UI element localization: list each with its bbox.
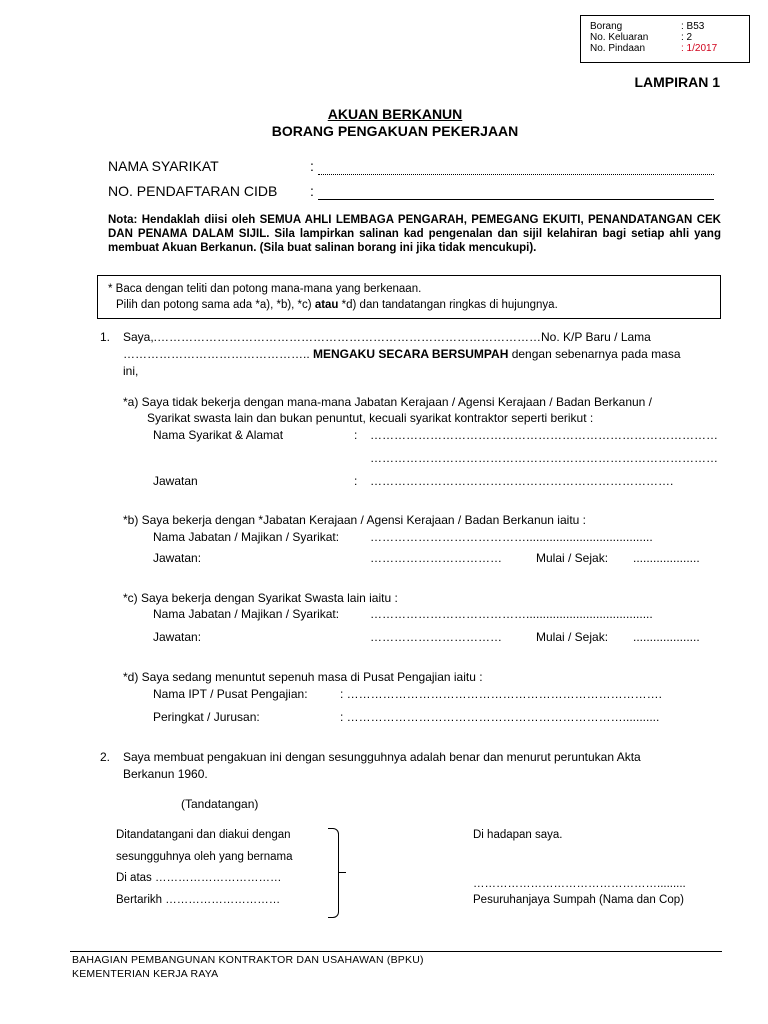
option-c-mulai-field[interactable]: .................... <box>633 630 700 644</box>
nota-text: Nota: Hendaklah diisi oleh SEMUA AHLI LEMBAGA PENGARAH, PEMEGANG EKUITI, PENANDATANGAN CEK DAN PENAMA DALAM SIJIL. Sila lampirkan salinan kad pengenalan dan sijil kelahiran bagi setiap ahli yang membuat Akuan Berkanun. (Sila buat salinan borang ini jika tidak mencukupi). <box>108 214 721 254</box>
nama-syarikat-field[interactable] <box>318 160 714 175</box>
option-d-line-1: *d) Saya sedang menuntut sepenuh masa di Pusat Pengajian iaitu : <box>123 670 483 684</box>
section-2-number: 2. <box>100 750 111 764</box>
option-b-nama-field[interactable]: …………………………………...................................... <box>370 530 653 544</box>
instruction-box <box>97 275 721 319</box>
sign-left-line-2: sesungguhnya oleh yang bernama <box>116 851 293 863</box>
instruction-line-2 <box>108 297 720 313</box>
bracket <box>328 828 339 918</box>
option-c-mulai-label: Mulai / Sejak: <box>536 630 609 644</box>
option-d-ipt-label: Nama IPT / Pusat Pengajian: <box>153 687 308 701</box>
option-a-nama-label: Nama Syarikat & Alamat <box>153 428 284 442</box>
tandatangan-label[interactable]: (Tandatangan) <box>181 797 259 811</box>
meta-row-pindaan <box>590 43 749 54</box>
section-1-line-3: ini, <box>123 364 139 378</box>
option-c-jawatan-label: Jawatan: <box>153 630 202 644</box>
option-b-line-1: *b) Saya bekerja dengan *Jabatan Kerajaan / Agensi Kerajaan / Badan Berkanun iaitu : <box>123 513 586 527</box>
section-2-line-1: Saya membuat pengakuan ini dengan sesungguhnya adalah benar dan menurut peruntukan Akta <box>123 750 641 764</box>
colon: : <box>310 183 314 199</box>
option-d-peringkat-label: Peringkat / Jurusan: <box>153 710 260 724</box>
pesuruhjaya-label: Pesuruhanjaya Sumpah (Nama dan Cop) <box>473 894 684 906</box>
colon: : <box>354 428 358 442</box>
option-a-jawatan-field[interactable]: …………………………………………………………………. <box>370 474 674 488</box>
meta-row-borang <box>590 21 749 32</box>
option-c-line-1: *c) Saya bekerja dengan Syarikat Swasta lain iaitu : <box>123 591 398 605</box>
option-a-alamat-field[interactable]: …………………………………………………………………………… <box>370 451 718 465</box>
section-1-text: dengan sebenarnya pada masa <box>508 347 681 361</box>
meta-key: Borang <box>590 21 623 32</box>
dots: ……………………………………….. <box>123 347 314 361</box>
option-a-nama-field[interactable]: …………………………………………………………………………… <box>370 428 718 442</box>
option-a-line-2: Syarikat swasta lain dan bukan penuntut, kecuali syarikat kontraktor seperti berikut : <box>147 411 594 425</box>
meta-key: No. Keluaran <box>590 32 649 43</box>
sign-right-line-1: Di hadapan saya. <box>473 829 563 841</box>
option-b-mulai-field[interactable]: .................... <box>633 551 700 565</box>
bracket-tip <box>338 872 346 873</box>
meta-key: No. Pindaan <box>590 43 646 54</box>
section-1-line-1: Saya,.……………………………………………………………………………………No. K/P Baru / Lama <box>123 330 651 344</box>
sign-di-atas-field[interactable]: Di atas …………………………… <box>116 872 282 884</box>
option-c-jawatan-field[interactable]: …………………………… <box>370 630 502 644</box>
option-a-line-1: *a) Saya tidak bekerja dengan mana-mana Jabatan Kerajaan / Agensi Kerajaan / Badan Berkanun / <box>123 395 653 409</box>
footer-divider <box>70 951 722 952</box>
option-b-jawatan-label: Jawatan: <box>153 551 202 565</box>
meta-value: : 2 <box>681 32 693 43</box>
instruction-text: Pilih dan potong sama ada *a), *b), *c) <box>116 299 315 311</box>
meta-value-pindaan: : 1/2017 <box>681 43 718 54</box>
option-c-nama-label: Nama Jabatan / Majikan / Syarikat: <box>153 607 340 621</box>
meta-value: : B53 <box>681 21 705 32</box>
page-title: AKUAN BERKANUN <box>327 106 463 122</box>
sign-bertarikh-field[interactable]: Bertarikh ………………………… <box>116 894 281 906</box>
form-meta-box <box>580 15 750 63</box>
pesuruhjaya-signature-field[interactable]: …………………………………………......... <box>473 878 686 890</box>
section-1-number: 1. <box>100 330 111 344</box>
cidb-field[interactable] <box>318 185 714 200</box>
cidb-label: NO. PENDAFTARAN CIDB <box>108 183 278 199</box>
option-d-peringkat-field[interactable]: : ……………………………………………………………........... <box>340 710 660 724</box>
instruction-line-1: * Baca dengan teliti dan potong mana-mana yang berkenaan. <box>108 283 422 295</box>
option-a-jawatan-label: Jawatan <box>153 474 198 488</box>
option-b-jawatan-field[interactable]: …………………………… <box>370 551 502 565</box>
section-1-line-2 <box>123 347 721 361</box>
option-b-nama-label: Nama Jabatan / Majikan / Syarikat: <box>153 530 340 544</box>
sign-left-line-1: Ditandatangani dan diakui dengan <box>116 829 291 841</box>
option-c-nama-field[interactable]: …………………………………...................................... <box>370 607 653 621</box>
instruction-atau: atau <box>314 299 339 311</box>
instruction-text: *d) dan tandatangan ringkas di hujungnya. <box>338 299 558 311</box>
colon: : <box>310 158 314 174</box>
meta-row-keluaran <box>590 32 749 43</box>
section-2-line-2: Berkanun 1960. <box>123 767 208 781</box>
footer-line-1: BAHAGIAN PEMBANGUNAN KONTRAKTOR DAN USAHAWAN (BPKU) <box>72 954 424 966</box>
colon: : <box>354 474 358 488</box>
page-subtitle: BORANG PENGAKUAN PEKERJAAN <box>271 123 519 139</box>
option-b-mulai-label: Mulai / Sejak: <box>536 551 609 565</box>
option-d-ipt-field[interactable]: : ……………………………………………………………………. <box>340 687 663 701</box>
footer-line-2: KEMENTERIAN KERJA RAYA <box>72 968 219 980</box>
lampiran-label: LAMPIRAN 1 <box>634 74 720 90</box>
nama-syarikat-label: NAMA SYARIKAT <box>108 158 219 174</box>
mengaku-text: MENGAKU SECARA BERSUMPAH <box>313 347 509 361</box>
